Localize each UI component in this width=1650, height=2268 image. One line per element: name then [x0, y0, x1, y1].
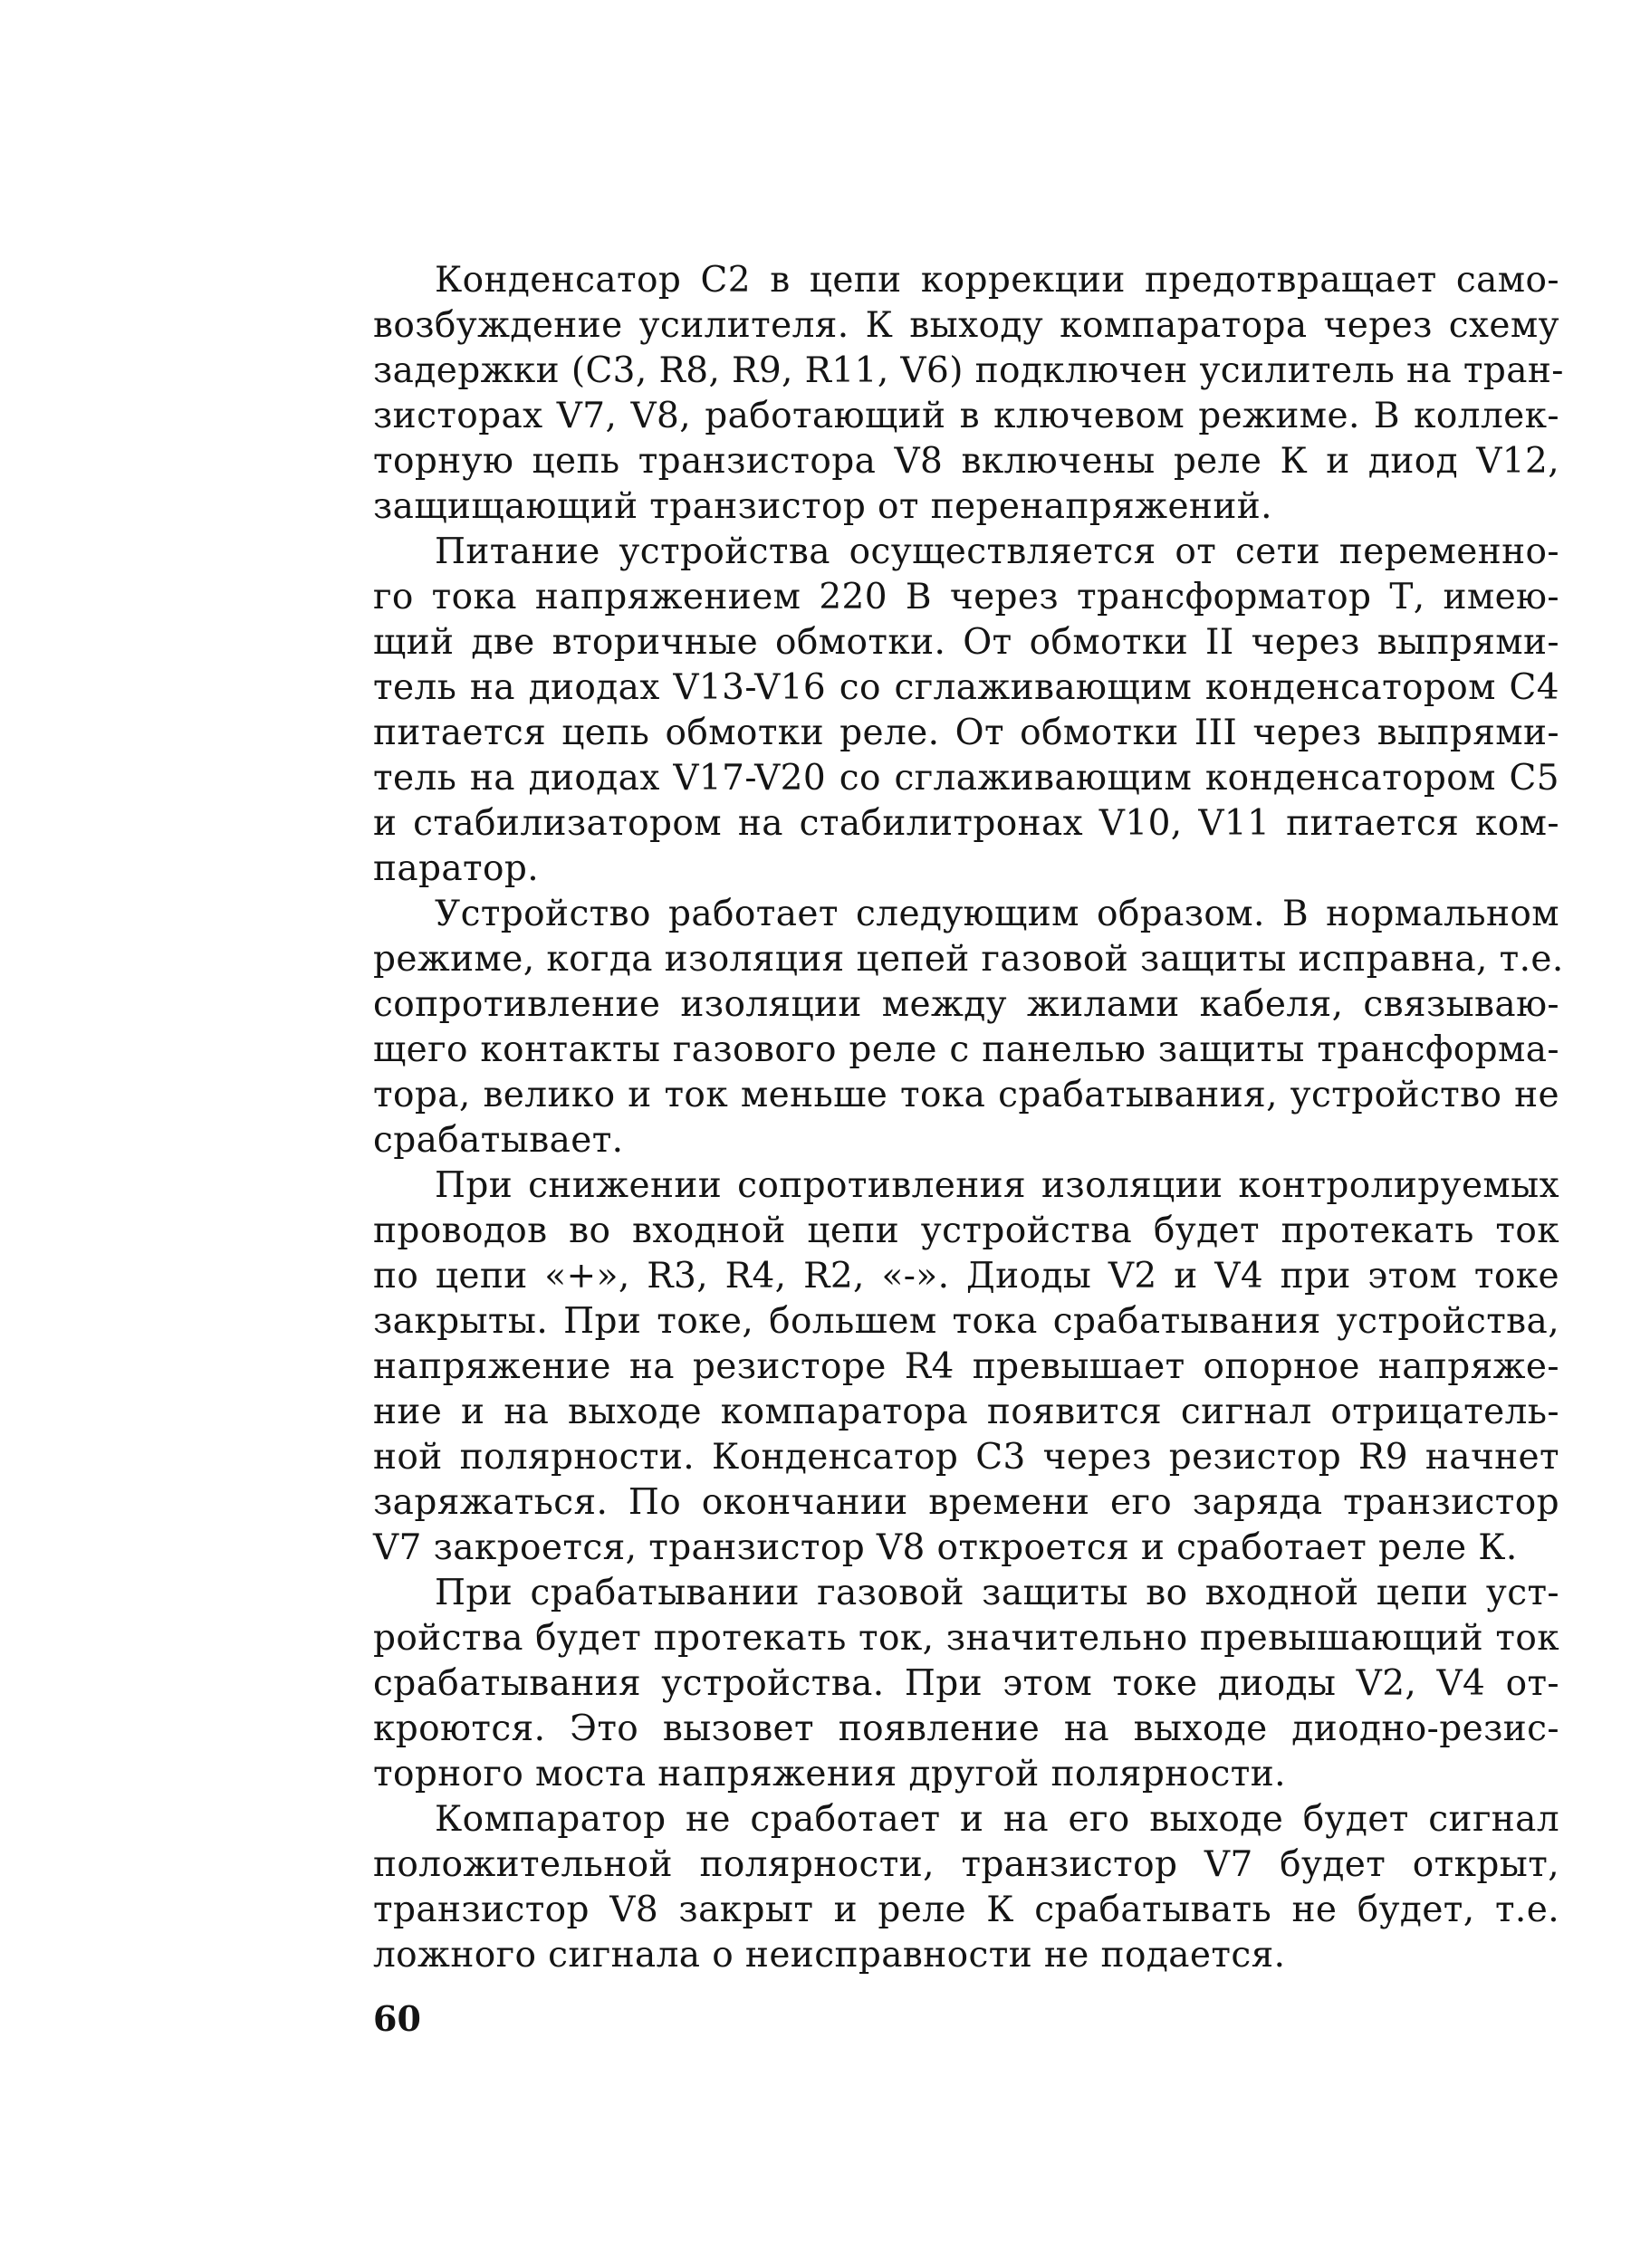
text-line: ние и на выходе компаратора появится сигнал отрицатель- [373, 1392, 1559, 1432]
text-line: го тока напряжением 220 В через трансформатор Т, имею- [373, 577, 1559, 617]
page-number: 60 [373, 1998, 421, 2039]
text-line: щий две вторичные обмотки. От обмотки II через выпрями- [373, 622, 1559, 663]
text-line: защищающий транзистор от перенапряжений. [373, 486, 1272, 527]
text-line: ройства будет протекать ток, значительно превышающий ток [373, 1618, 1559, 1659]
text-line: кроются. Это вызовет появление на выходе диодно-резис- [373, 1708, 1559, 1749]
text-line: тель на диодах V13-V16 со сглаживающим конденсатором С4 [373, 667, 1559, 708]
text-line: торную цепь транзистора V8 включены реле К и диод V12, [373, 441, 1559, 482]
text-line: тора, велико и ток меньше тока срабатывания, устройство не [373, 1075, 1559, 1115]
text-line: Устройство работает следующим образом. В нормальном [435, 894, 1559, 934]
text-line: паратор. [373, 848, 540, 889]
text-line: и стабилизатором на стабилитронах V10, V11 питается ком- [373, 803, 1559, 844]
paragraph-5 [373, 1571, 1559, 1797]
text-line: зисторах V7, V8, работающий в ключевом режиме. В коллек- [373, 396, 1559, 436]
text-line: V7 закроется, транзистор V8 откроется и сработает реле К. [373, 1527, 1518, 1568]
text-line: задержки (C3, R8, R9, R11, V6) подключен усилитель на тран- [373, 350, 1564, 391]
text-line: сопротивление изоляции между жилами кабеля, связываю- [373, 984, 1559, 1025]
text-line: ной полярности. Конденсатор C3 через резистор R9 начнет [373, 1437, 1559, 1478]
text-line: закрыты. При токе, большем тока срабатывания устройства, [373, 1301, 1559, 1342]
text-line: питается цепь обмотки реле. От обмотки III через выпрями- [373, 713, 1559, 753]
paragraph-6 [373, 1797, 1559, 1978]
text-line: возбуждение усилителя. К выходу компаратора через схему [373, 305, 1559, 346]
text-line: Конденсатор C2 в цепи коррекции предотвращает само- [435, 260, 1559, 301]
text-line: по цепи «+», R3, R4, R2, «-». Диоды V2 и V4 при этом токе [373, 1256, 1559, 1297]
text-line: При снижении сопротивления изоляции контролируемых [435, 1165, 1559, 1206]
paragraph-1 [373, 258, 1564, 530]
text-line: торного моста напряжения другой полярности. [373, 1754, 1286, 1794]
text-line: При срабатывании газовой защиты во входной цепи уст- [435, 1573, 1559, 1613]
text-line: напряжение на резисторе R4 превышает опорное напряже- [373, 1346, 1559, 1387]
paragraph-2 [373, 530, 1559, 892]
paragraph-4 [373, 1163, 1559, 1571]
text-line: транзистор V8 закрыт и реле К срабатывать не будет, т.е. [373, 1890, 1559, 1930]
text-line: Компаратор не сработает и на его выходе будет сигнал [435, 1799, 1559, 1840]
text-line: Питание устройства осуществляется от сети переменно- [435, 531, 1559, 572]
text-line: режиме, когда изоляция цепей газовой защиты исправна, т.е. [373, 939, 1564, 980]
body-text [373, 258, 1564, 1978]
text-line: щего контакты газового реле с панелью защиты трансформа- [373, 1029, 1559, 1070]
text-line: заряжаться. По окончании времени его заряда транзистор [373, 1482, 1559, 1523]
text-line: проводов во входной цепи устройства будет протекать ток [373, 1211, 1559, 1251]
text-line: тель на диодах V17-V20 со сглаживающим конденсатором C5 [373, 758, 1559, 799]
paragraph-3 [373, 892, 1564, 1163]
text-line: срабатывает. [373, 1120, 624, 1161]
text-line: ложного сигнала о неисправности не подается. [373, 1935, 1286, 1976]
text-line: срабатывания устройства. При этом токе диоды V2, V4 от- [373, 1663, 1559, 1704]
text-line: положительной полярности, транзистор V7 будет открыт, [373, 1844, 1559, 1885]
